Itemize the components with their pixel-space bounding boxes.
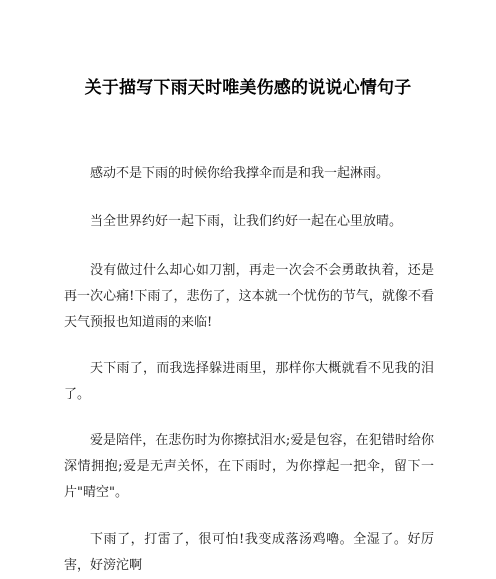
paragraph: 下雨了，打雷了，很可怕!我变成落汤鸡嚕。全湿了。好厉害，好滂沱啊 [64, 532, 434, 573]
paragraph: 天下雨了，而我选择躲进雨里，那样你大概就看不见我的泪了。 [64, 361, 434, 402]
paragraph: 感动不是下雨的时候你给我撑伞而是和我一起淋雨。 [90, 166, 390, 181]
paragraph: 当全世界约好一起下雨，让我们约好一起在心里放晴。 [90, 214, 403, 229]
paragraph: 没有做过什么却心如刀割，再走一次会不会勇敢执着，还是再一次心痛!下雨了，悲伤了，这本就一个忧伤的节气，就像不看天气预报也知道雨的来临! [64, 263, 434, 330]
paragraph: 爱是陪伴，在悲伤时为你擦拭泪水;爱是包容，在犯错时给你深情拥抱;爱是无声关怀，在下雨时，为你撑起一把伞，留下一片"晴空"。 [64, 433, 434, 500]
document-title: 关于描写下雨天时唯美伤感的说说心情句子 [84, 78, 412, 98]
